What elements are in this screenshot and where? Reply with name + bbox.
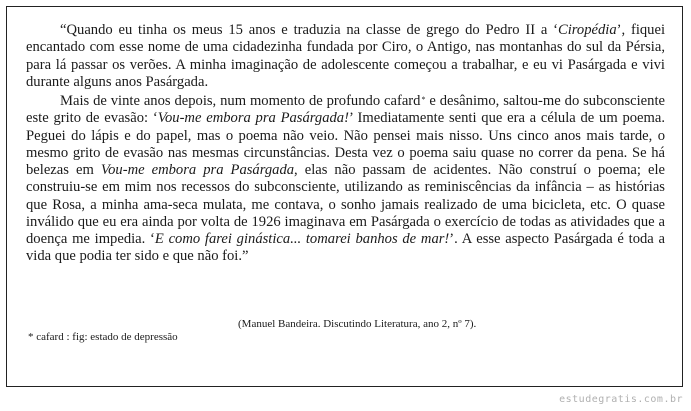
- text-run: Mais de vinte anos depois, num momento de profundo cafard: [60, 93, 421, 109]
- italic-text-run: E como farei ginástica... tomarei banhos de mar!: [154, 231, 450, 247]
- text-run: ’. A esse aspecto Pasárgada é toda a vida que podia ter sido e que não foi.”: [26, 231, 665, 265]
- text-run: “Quando eu tinha os meus 15 anos e traduzia na classe de grego do Pedro II a ‘: [60, 22, 558, 38]
- text-run: , elas não passam de acidentes. Não construí o poema; ele construiu-se em mim nos recessos do subconsciente, utilizando as reminiscências da infância – as histórias que Rosa, a minha ama-seca mulata, me contava, o sonho jamais realizado de uma bicicleta, etc. O quase inválido que eu era ainda por volta de 1926 imaginava em Pasárgada o exercício de todas as atividades que a doença me impedia. ‘: [26, 162, 665, 247]
- italic-text-run: Ciropédia: [558, 22, 617, 38]
- paragraph-2: [26, 91, 665, 266]
- quoted-passage: [26, 22, 665, 266]
- italic-text-run: Vou-me embora pra Pasárgada!: [157, 110, 349, 127]
- text-run: e desânimo, saltou-me do subconsciente este grito de evasão: ‘: [26, 93, 665, 127]
- source-citation: (Manuel Bandeira. Discutindo Literatura, ano 2, nº 7).: [238, 318, 477, 330]
- paragraph-1: [26, 22, 665, 91]
- footnote: * cafard : fig: estado de depressão: [28, 331, 178, 343]
- footnote-marker: *: [421, 95, 426, 104]
- text-run: ’ Imediatamente senti que era a célula de um poema. Peguei do lápis e do papel, mas o poema não veio. Não pensei mais nisso. Uns cinco anos mais tarde, o mesmo grito de evasão nas mesmas circunstâncias. Desta vez o poema saiu quase no correr da pena. Se há belezas em: [26, 110, 665, 178]
- italic-text-run: Vou-me embora pra Pasárgada: [100, 162, 295, 178]
- text-run: ’, fiquei encantado com esse nome de uma cidadezinha fundada por Ciro, o Antigo, nas montanhas do sul da Pérsia, para lá passar os verões. A minha imaginação de adolescente começou a trabalhar, e eu vi Pasárgada e vivi durante alguns anos Pasárgada.: [26, 22, 665, 90]
- site-watermark: estudegratis.com.br: [559, 394, 683, 405]
